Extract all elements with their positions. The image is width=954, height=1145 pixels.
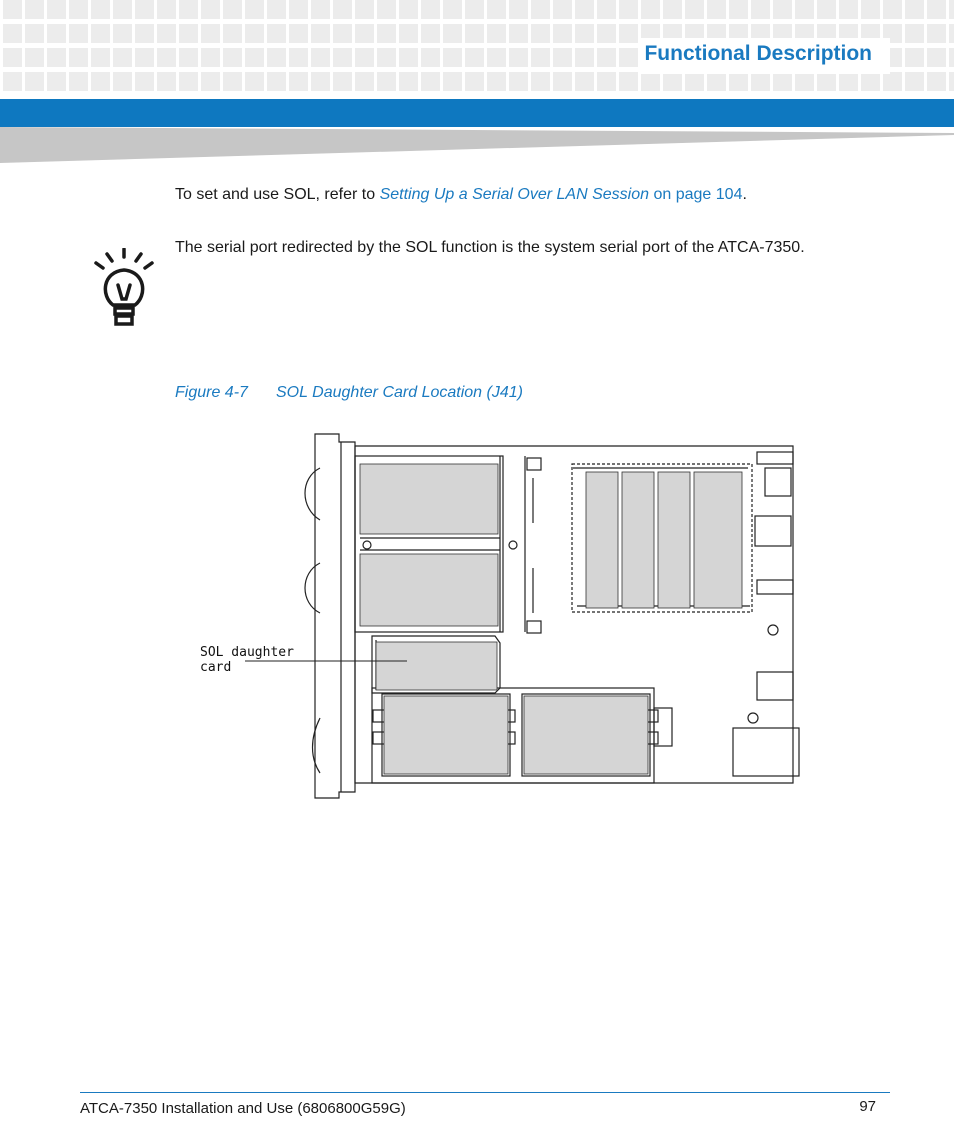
footer-rule [80,1092,890,1093]
section-title: Functional Description [644,42,872,65]
figure-label-line1: SOL daughter [200,645,294,660]
header-wedge [0,127,954,163]
sol-note-text: The serial port redirected by the SOL function is the system serial port of the ATCA-7350. [175,239,805,256]
board-diagram [195,428,807,800]
paragraph-period: . [742,186,747,203]
sol-session-link[interactable]: Setting Up a Serial Over LAN Session [379,186,650,203]
footer-doc-title: ATCA-7350 Installation and Use (6806800G59G) [80,1100,406,1117]
figure-label-line2: card [200,660,232,675]
page-number: 97 [859,1098,876,1115]
paragraph-text: To set and use SOL, refer to [175,186,380,203]
page-reference-link[interactable]: on page 104 [653,186,743,203]
figure-caption [175,384,523,402]
lightbulb-icon [93,248,155,328]
figure-title: SOL Daughter Card Location (J41) [276,384,523,401]
header-band [0,99,954,127]
figure-number: Figure 4-7 [175,384,248,401]
sol-reference-paragraph [175,186,747,204]
